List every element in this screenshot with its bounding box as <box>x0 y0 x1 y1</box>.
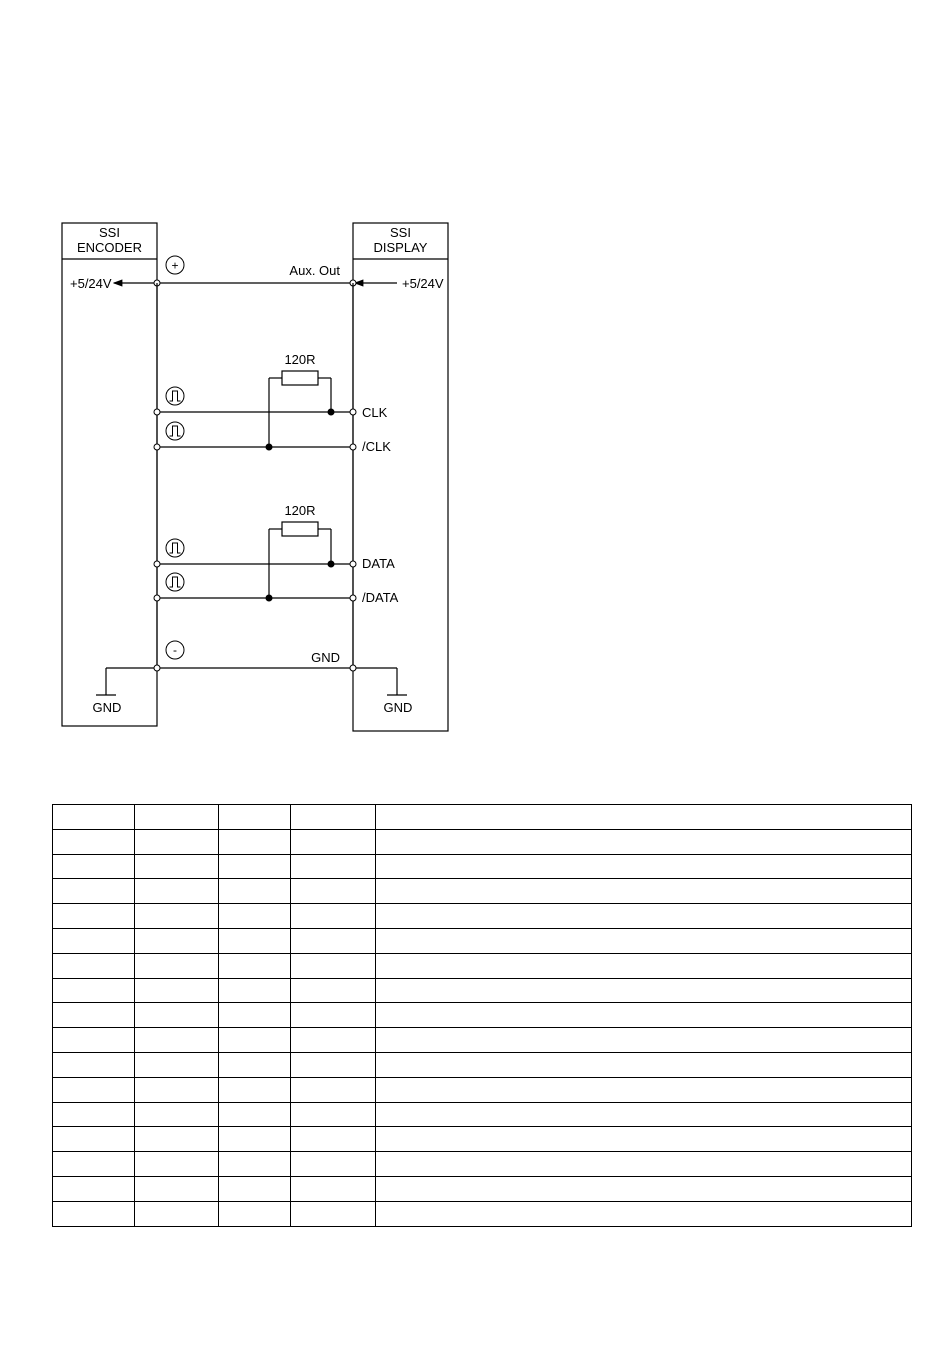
table-row <box>53 854 912 879</box>
table-cell <box>219 953 291 978</box>
table-cell <box>53 904 135 929</box>
encoder-supply-label: +5/24V <box>70 276 112 291</box>
pulse-circle-icon <box>166 387 184 405</box>
table-cell <box>135 978 219 1003</box>
table-row <box>53 904 912 929</box>
resistor-label-2: 120R <box>284 503 316 518</box>
table-cell <box>135 904 219 929</box>
table-cell <box>219 1003 291 1028</box>
table-cell <box>219 805 291 830</box>
table-cell <box>53 854 135 879</box>
table-cell <box>53 1052 135 1077</box>
table-cell <box>376 805 912 830</box>
table-cell <box>376 879 912 904</box>
plus-circle-icon <box>166 256 184 274</box>
aux-out-label: Aux. Out <box>289 263 340 278</box>
table-row <box>53 1052 912 1077</box>
table-row <box>53 1102 912 1127</box>
pinout-table <box>52 804 912 1227</box>
table-cell <box>53 805 135 830</box>
table-cell <box>376 1152 912 1177</box>
table-cell <box>53 1003 135 1028</box>
table-cell <box>135 1003 219 1028</box>
table-cell <box>53 829 135 854</box>
table-cell <box>219 1176 291 1201</box>
power-line <box>70 256 444 291</box>
table-cell <box>291 1152 376 1177</box>
table-cell <box>135 1102 219 1127</box>
table-cell <box>53 1176 135 1201</box>
table-cell <box>291 1176 376 1201</box>
table-cell <box>135 829 219 854</box>
encoder-title-line1: SSI <box>99 225 120 240</box>
table-cell <box>219 1052 291 1077</box>
clk-pair <box>154 352 391 454</box>
table-cell <box>53 1077 135 1102</box>
display-title-line2: DISPLAY <box>373 240 428 255</box>
table-row <box>53 805 912 830</box>
table-cell <box>376 1003 912 1028</box>
table-cell <box>219 1152 291 1177</box>
table-cell <box>135 805 219 830</box>
table-cell <box>135 928 219 953</box>
table-row <box>53 1176 912 1201</box>
table-cell <box>376 978 912 1003</box>
table-cell <box>135 1052 219 1077</box>
encoder-box <box>62 223 157 726</box>
table-cell <box>291 1052 376 1077</box>
table-cell <box>53 953 135 978</box>
table-cell <box>135 1176 219 1201</box>
table-cell <box>291 1077 376 1102</box>
table-cell <box>219 1127 291 1152</box>
svg-text:+: + <box>171 258 179 273</box>
table-row <box>53 953 912 978</box>
ndata-label: /DATA <box>362 590 399 605</box>
table-cell <box>291 829 376 854</box>
table-cell <box>291 879 376 904</box>
table-cell <box>219 978 291 1003</box>
table-row <box>53 1077 912 1102</box>
table-cell <box>291 1028 376 1053</box>
table-cell <box>219 1102 291 1127</box>
encoder-gnd-label: GND <box>92 700 122 715</box>
table-cell <box>219 1077 291 1102</box>
table-cell <box>53 1127 135 1152</box>
table-row <box>53 978 912 1003</box>
data-label: DATA <box>362 556 395 571</box>
table-cell <box>291 904 376 929</box>
table-row <box>53 1127 912 1152</box>
table-cell <box>376 1176 912 1201</box>
table-row <box>53 928 912 953</box>
display-box <box>353 223 448 731</box>
table-cell <box>376 829 912 854</box>
display-gnd-label: GND <box>383 700 413 715</box>
table-cell <box>291 1102 376 1127</box>
table-cell <box>376 953 912 978</box>
resistor-icon <box>266 522 335 602</box>
nclk-label: /CLK <box>362 439 391 454</box>
table-cell <box>376 904 912 929</box>
table-cell <box>53 1201 135 1226</box>
table-cell <box>291 978 376 1003</box>
table-cell <box>219 854 291 879</box>
table-cell <box>135 1028 219 1053</box>
table-cell <box>135 1152 219 1177</box>
table-cell <box>53 978 135 1003</box>
table-cell <box>53 928 135 953</box>
table-cell <box>135 953 219 978</box>
resistor-label-1: 120R <box>284 352 316 367</box>
table-cell <box>135 1201 219 1226</box>
table-cell <box>53 1102 135 1127</box>
table-cell <box>219 904 291 929</box>
ground-icon <box>387 668 407 695</box>
table-cell <box>376 1127 912 1152</box>
svg-text:-: - <box>173 643 177 657</box>
table-cell <box>291 854 376 879</box>
table-cell <box>376 1201 912 1226</box>
pulse-circle-icon <box>166 573 184 591</box>
table-row <box>53 1003 912 1028</box>
minus-circle-icon <box>166 641 184 659</box>
table-cell <box>135 854 219 879</box>
table-cell <box>53 879 135 904</box>
table-cell <box>376 928 912 953</box>
pulse-circle-icon <box>166 422 184 440</box>
table-row <box>53 1152 912 1177</box>
table-cell <box>291 928 376 953</box>
pulse-circle-icon <box>166 539 184 557</box>
gnd-signal-label: GND <box>311 650 340 665</box>
table-cell <box>135 1077 219 1102</box>
table-cell <box>376 1102 912 1127</box>
ground-icon <box>96 668 116 695</box>
table-cell <box>291 1003 376 1028</box>
table-cell <box>135 1127 219 1152</box>
table-cell <box>376 854 912 879</box>
table-cell <box>291 953 376 978</box>
clk-label: CLK <box>362 405 388 420</box>
resistor-icon <box>266 371 335 451</box>
table-row <box>53 879 912 904</box>
table-cell <box>219 1201 291 1226</box>
table-row <box>53 1028 912 1053</box>
table-cell <box>376 1077 912 1102</box>
display-title-line1: SSI <box>390 225 411 240</box>
table-cell <box>53 1152 135 1177</box>
table-cell <box>135 879 219 904</box>
table-cell <box>219 928 291 953</box>
gnd-line <box>93 641 413 715</box>
table-cell <box>219 879 291 904</box>
table-row <box>53 1201 912 1226</box>
display-supply-label: +5/24V <box>402 276 444 291</box>
table-cell <box>291 1201 376 1226</box>
table-cell <box>219 1028 291 1053</box>
pinout-table-body <box>53 805 912 1227</box>
encoder-title-line2: ENCODER <box>76 240 143 255</box>
table-cell <box>376 1052 912 1077</box>
data-pair <box>154 503 399 605</box>
table-row <box>53 829 912 854</box>
table-cell <box>291 805 376 830</box>
table-cell <box>291 1127 376 1152</box>
table-cell <box>376 1028 912 1053</box>
table-cell <box>53 1028 135 1053</box>
table-cell <box>219 829 291 854</box>
